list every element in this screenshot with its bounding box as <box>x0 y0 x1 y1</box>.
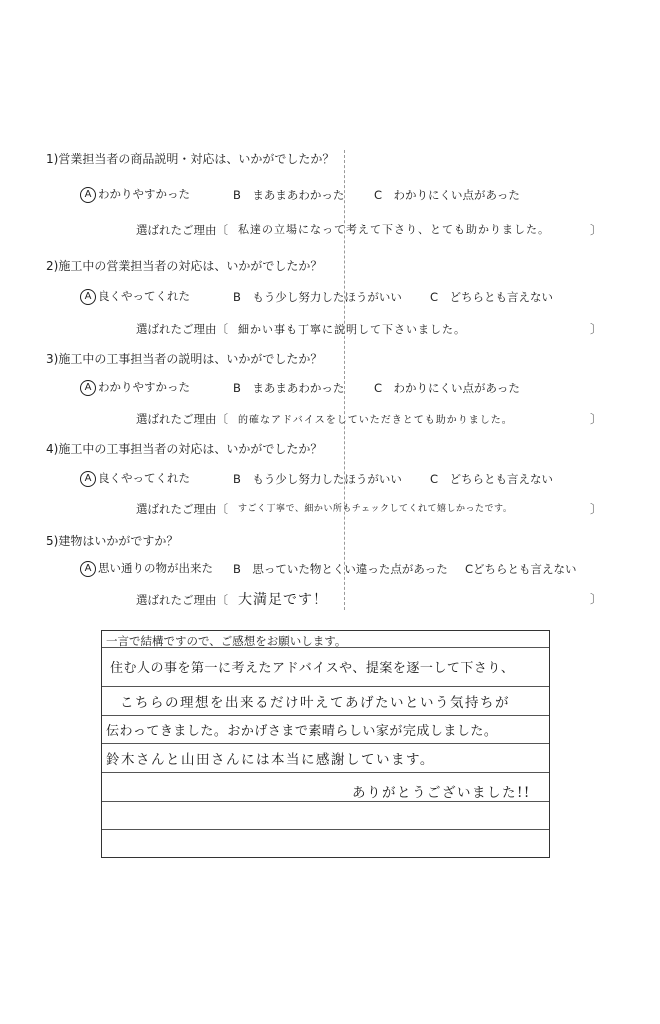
comment-box-rule <box>102 772 549 773</box>
question-1-title: 1)営業担当者の商品説明・対応は、いかがでしたか？ <box>46 152 335 166</box>
question-4-reason-close: 〕 <box>590 502 603 516</box>
selected-circle-mark: A <box>80 561 96 577</box>
comment-box-rule <box>102 686 549 687</box>
question-4-option-a: A 良くやってくれた <box>80 470 190 487</box>
question-5-reason-close: 〕 <box>590 592 603 606</box>
question-2-option-b: B もう少し努力したほうがいい <box>233 290 402 304</box>
comment-box-rule <box>102 829 549 830</box>
comment-box <box>101 630 550 858</box>
question-5-reason-text: 大満足です！ <box>238 592 328 608</box>
question-4-reason-text: すごく丁寧で、細かい所もチェックしてくれて嬉しかったです。 <box>238 504 513 514</box>
question-5-reason-label: 選ばれたご理由〔 <box>136 593 228 607</box>
comment-line-3: 伝わってきました。おかげさまで素晴らしい家が完成しました。 <box>106 724 498 739</box>
question-3-title: 3)施工中の工事担当者の説明は、いかがでしたか？ <box>46 352 323 366</box>
question-3-option-c: C わかりにくい点があった <box>374 381 520 395</box>
selected-circle-mark: A <box>80 471 96 487</box>
question-4-title: 4)施工中の工事担当者の対応は、いかがでしたか？ <box>46 442 323 456</box>
question-3-reason-label: 選ばれたご理由〔 <box>136 412 228 426</box>
comment-line-4: 鈴木さんと山田さんには本当に感謝しています。 <box>106 752 435 768</box>
selected-circle-mark: A <box>80 380 96 396</box>
question-3-reason-close: 〕 <box>590 412 603 426</box>
selected-circle-mark: A <box>80 289 96 305</box>
comment-line-5: ありがとうございました!! <box>352 785 531 801</box>
question-2-title: 2)施工中の営業担当者の対応は、いかがでしたか？ <box>46 259 323 273</box>
question-4-option-b: B もう少し努力したほうがいい <box>233 472 402 486</box>
comment-box-header: 一言で結構ですので、ご感想をお願いします。 <box>106 634 347 648</box>
question-3-option-b: B まあまあわかった <box>233 381 345 395</box>
question-1-reason-label: 選ばれたご理由〔 <box>136 223 228 237</box>
question-2-reason-label: 選ばれたご理由〔 <box>136 322 228 336</box>
question-3-reason-text: 的確なアドバイスをしていただきとても助かりました。 <box>238 415 513 426</box>
question-1-option-a: A わかりやすかった <box>80 186 190 203</box>
question-5-option-c: Cどちらとも言えない <box>465 562 577 576</box>
comment-box-rule <box>102 715 549 716</box>
comment-line-2: こちらの理想を出来るだけ叶えてあげたいという気持ちが <box>120 695 510 711</box>
question-5-title: 5)建物はいかがですか？ <box>46 534 179 548</box>
question-5-option-a: A 思い通りの物が出来た <box>80 560 213 577</box>
question-2-option-c: C どちらとも言えない <box>430 290 554 304</box>
question-1-option-c: C わかりにくい点があった <box>374 188 520 202</box>
question-5-option-b: B 思っていた物とくい違った点があった <box>233 562 448 576</box>
question-2-reason-close: 〕 <box>590 322 603 336</box>
question-2-reason-text: 細かい事も丁寧に説明して下さいました。 <box>238 323 466 336</box>
question-1-option-b: B まあまあわかった <box>233 188 345 202</box>
question-4-reason-label: 選ばれたご理由〔 <box>136 502 228 516</box>
comment-line-1: 住む人の事を第一に考えたアドバイスや、提案を逐一して下さり、 <box>110 661 515 676</box>
comment-box-rule <box>102 647 549 648</box>
selected-circle-mark: A <box>80 187 96 203</box>
comment-box-rule <box>102 743 549 744</box>
question-4-option-c: C どちらとも言えない <box>430 472 554 486</box>
question-3-option-a: A わかりやすかった <box>80 379 190 396</box>
comment-box-rule <box>102 801 549 802</box>
question-1-reason-text: 私達の立場になって考えて下さり、とても助かりました。 <box>238 223 550 236</box>
question-1-reason-close: 〕 <box>590 223 603 237</box>
question-2-option-a: A 良くやってくれた <box>80 288 190 305</box>
